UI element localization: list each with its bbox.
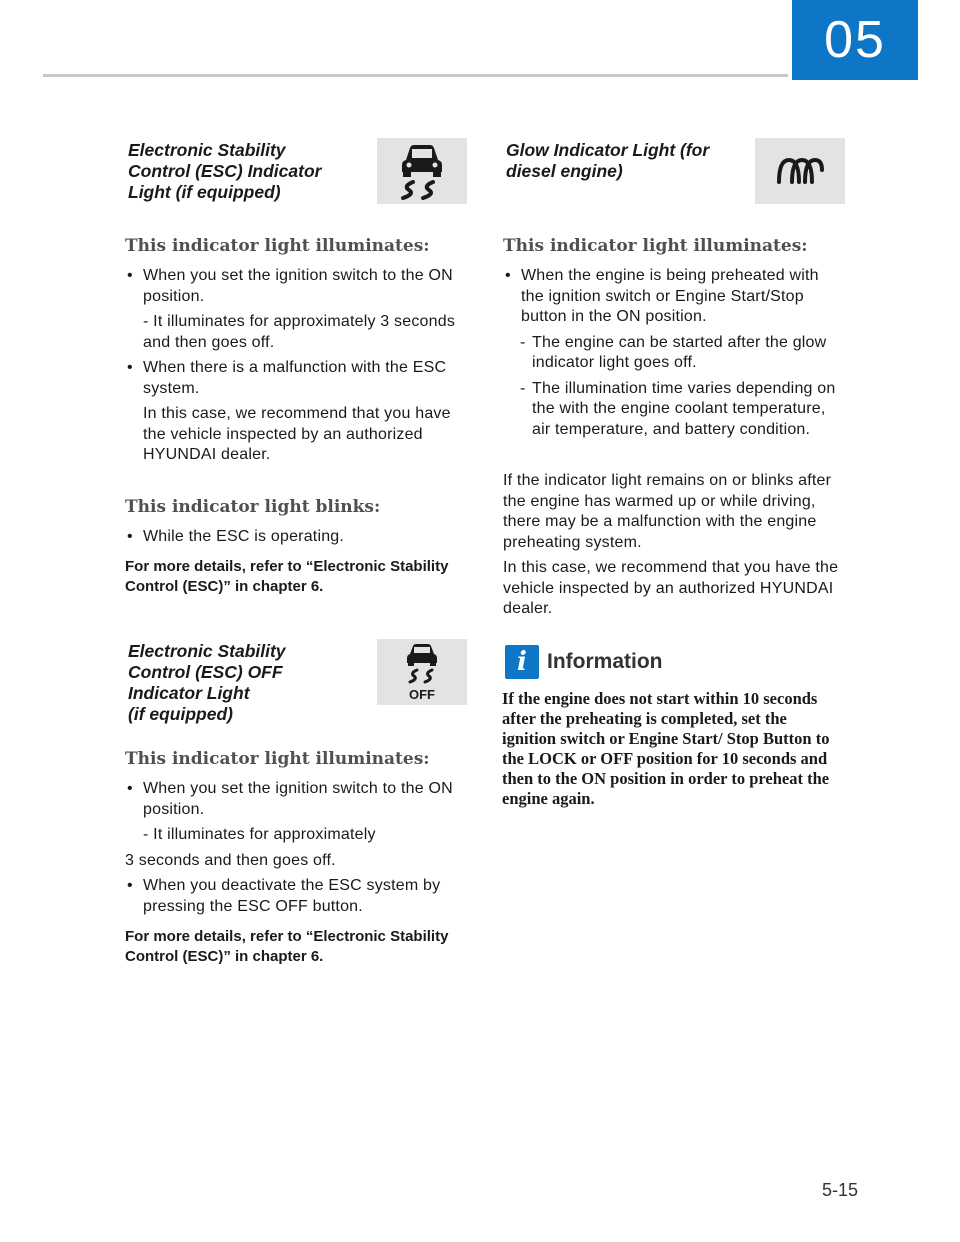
glow-dash-time-text: The illumination time varies depending on the with the engine coolant temperature, air temperature, and battery condition. (532, 379, 836, 438)
glow-section-title: Glow Indicator Light (for diesel engine) (506, 140, 710, 181)
right-column (500, 138, 845, 809)
esc-blinks-heading: This indicator light blinks: (125, 496, 381, 517)
information-body: If the engine does not start within 10 seconds after the preheating is completed, set the ignition switch or Engine Start/ Stop Button to the LOCK or OFF position for 10 seconds and then to the ON position in order to preheat the engine again. (502, 688, 830, 808)
glow-malfunction-paragraph: If the indicator light remains on or blinks after the engine has warmed up or while driving, there may be a malfunction with the engine preheating system. (503, 472, 832, 551)
esc-malfunction-advice: In this case, we recommend that you have the vehicle inspected by an authorized HYUNDAI dealer. (143, 405, 451, 463)
header-rule (43, 74, 788, 77)
esc-icon-box (377, 138, 467, 204)
glow-advice-paragraph: In this case, we recommend that you have the vehicle inspected by an authorized HYUNDAI dealer. (503, 559, 839, 617)
esc-car-skid-icon (395, 142, 449, 200)
glow-dash-start: - The engine can be started after the glow indicator light goes off. (520, 333, 827, 371)
esc-section-title: Electronic Stability Control (ESC) Indicator Light (if equipped) (128, 140, 322, 202)
esc-off-icon-box (377, 639, 467, 705)
esc-off-ignition-detail-b: 3 seconds and then goes off. (125, 851, 336, 869)
chapter-tab: 05 (792, 0, 918, 80)
esc-off-reference: For more details, refer to “Electronic Stability Control (ESC)” in chapter 6. (125, 928, 449, 965)
esc-off-ignition-detail-a: - It illuminates for approximately (143, 826, 376, 843)
esc-off-icon-label: OFF (409, 687, 435, 702)
esc-off-bullet-deactivate: • When you deactivate the ESC system by pressing the ESC OFF button. (122, 876, 467, 917)
esc-reference: For more details, refer to “Electronic Stability Control (ESC)” in chapter 6. (125, 558, 449, 595)
information-icon: i (505, 645, 539, 679)
page-number: 5-15 (822, 1180, 859, 1200)
esc-bullet-operating: • While the ESC is operating. (122, 527, 467, 548)
glow-bullet-preheat: • When the engine is being preheated with the ignition switch or Engine Start/Stop button in the ON position. (500, 266, 845, 328)
esc-off-section-header (122, 639, 467, 725)
esc-off-icon (395, 642, 449, 702)
esc-off-bullet-ignition: • When you set the ignition switch to the ON position. (122, 779, 467, 820)
glow-section-header (500, 138, 845, 204)
esc-off-section-title: Electronic Stability Control (ESC) OFF Indicator Light (if equipped) (128, 641, 286, 724)
glow-dash-start-text: The engine can be started after the glow indicator light goes off. (532, 333, 827, 371)
glow-illuminates-heading: This indicator light illuminates: (503, 236, 808, 256)
esc-illuminates-heading: This indicator light illuminates: (125, 236, 430, 256)
esc-bullet-ignition: • When you set the ignition switch to the ON position. (122, 266, 467, 307)
esc-bullet-malfunction: • When there is a malfunction with the ESC system. (122, 358, 467, 399)
esc-ignition-detail: - It illuminates for approximately 3 seconds and then goes off. (143, 313, 456, 351)
esc-section-header (122, 138, 467, 204)
information-header (505, 645, 845, 679)
glow-dash-time: - The illumination time varies depending on the with the engine coolant temperature, air temperature, and battery condition. (520, 379, 836, 438)
left-column (122, 138, 467, 967)
glow-plug-icon (775, 156, 825, 186)
esc-off-illuminates-heading: This indicator light illuminates: (125, 749, 430, 769)
glow-icon-box (755, 138, 845, 204)
information-title: Information (547, 649, 663, 673)
